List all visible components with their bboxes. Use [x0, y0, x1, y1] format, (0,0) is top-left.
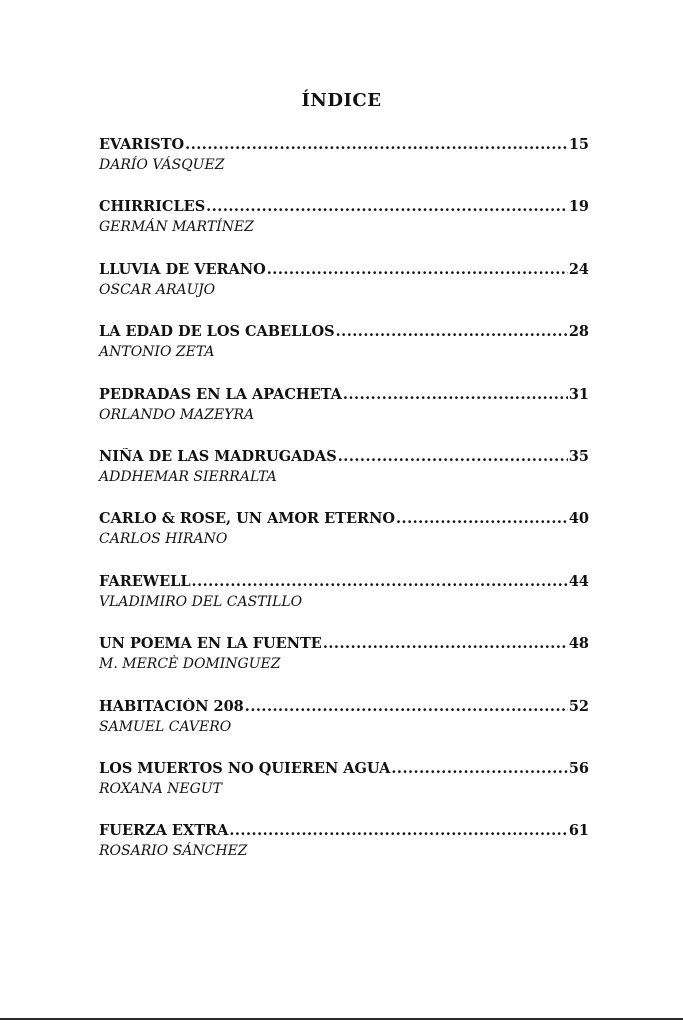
toc-entry-title: CHIRRICLES	[99, 198, 206, 216]
toc-entry-author: M. MERCÈ DOMINGUEZ	[99, 656, 281, 673]
toc-entry	[99, 448, 589, 510]
toc-entry-title: HABITACIÓN 208	[99, 697, 244, 715]
toc-entry-author: VLADIMIRO DEL CASTILLO	[99, 593, 303, 610]
toc-entry-line	[99, 573, 589, 590]
toc-entry	[99, 760, 589, 822]
toc-entry-author: ORLANDO MAZEYRA	[99, 406, 255, 423]
toc-entry-line	[99, 448, 589, 465]
toc-entry-title: LOS MUERTOS NO QUIEREN AGUA	[99, 759, 391, 777]
bottom-rule	[0, 1018, 683, 1020]
toc-entry-page: 24	[568, 260, 589, 278]
toc-entry-page: 52	[568, 697, 589, 715]
toc-entry-line	[99, 261, 589, 278]
toc-entry-page: 28	[568, 323, 589, 341]
toc-entry-line	[99, 136, 589, 153]
toc-entry	[99, 136, 589, 198]
dot-leader	[206, 198, 568, 215]
dot-leader	[396, 510, 568, 527]
toc-entry-title: LLUVIA DE VERANO	[99, 260, 266, 278]
toc-entry-title: UN POEMA EN LA FUENTE	[99, 635, 322, 653]
toc-entry-line	[99, 698, 589, 715]
toc-entry-page: 19	[568, 198, 589, 216]
dot-leader	[192, 573, 568, 590]
toc-entry	[99, 386, 589, 448]
toc-entry-line	[99, 323, 589, 340]
toc-entry-title: PEDRADAS EN LA APACHETA	[99, 385, 342, 403]
dot-leader	[336, 323, 568, 340]
toc-entry	[99, 822, 589, 884]
dot-leader	[185, 136, 568, 153]
toc-entry-author: ROXANA NEGUT	[99, 780, 222, 797]
table-of-contents	[99, 136, 589, 885]
toc-entry-page: 15	[568, 136, 589, 153]
toc-entry-author: ANTONIO ZETA	[99, 344, 215, 361]
toc-entry	[99, 510, 589, 572]
toc-entry-line	[99, 760, 589, 777]
toc-entry-page: 35	[568, 447, 589, 465]
toc-entry-page: 40	[568, 510, 589, 528]
toc-entry	[99, 698, 589, 760]
toc-entry-page: 31	[568, 385, 589, 403]
toc-entry-title: EVARISTO	[99, 136, 185, 153]
toc-entry	[99, 198, 589, 260]
dot-leader	[229, 822, 567, 839]
toc-entry-title: NIÑA DE LAS MADRUGADAS	[99, 447, 337, 465]
toc-entry	[99, 323, 589, 385]
page-title: ÍNDICE	[301, 90, 382, 111]
toc-entry-title: FAREWELL	[99, 572, 191, 590]
toc-entry-author: ADDHEMAR SIERRALTA	[99, 468, 277, 485]
toc-entry-title: FUERZA EXTRA	[99, 822, 229, 840]
toc-entry-line	[99, 510, 589, 527]
dot-leader	[338, 448, 568, 465]
toc-entry-author: SAMUEL CAVERO	[99, 718, 232, 735]
dot-leader	[343, 386, 568, 403]
toc-entry-author: OSCAR ARAUJO	[99, 281, 216, 298]
toc-entry-title: CARLO & ROSE, UN AMOR ETERNO	[99, 510, 395, 528]
dot-leader	[267, 261, 568, 278]
toc-entry-author: ROSARIO SÁNCHEZ	[99, 843, 248, 860]
toc-entry-page: 56	[568, 759, 589, 777]
toc-entry-line	[99, 386, 589, 403]
toc-entry-line	[99, 635, 589, 652]
toc-entry-page: 61	[568, 822, 589, 840]
toc-entry-page: 44	[568, 572, 589, 590]
toc-entry-page: 48	[568, 635, 589, 653]
toc-entry-author: GERMÁN MARTÍNEZ	[99, 219, 254, 236]
dot-leader	[391, 760, 567, 777]
dot-leader	[245, 698, 568, 715]
toc-entry-line	[99, 198, 589, 215]
toc-entry-author: CARLOS HIRANO	[99, 531, 228, 548]
dot-leader	[323, 635, 568, 652]
toc-entry-line	[99, 822, 589, 839]
toc-entry	[99, 261, 589, 323]
toc-entry-title: LA EDAD DE LOS CABELLOS	[99, 323, 335, 341]
toc-entry	[99, 573, 589, 635]
toc-entry-author: DARÍO VÁSQUEZ	[99, 157, 225, 173]
toc-entry	[99, 635, 589, 697]
